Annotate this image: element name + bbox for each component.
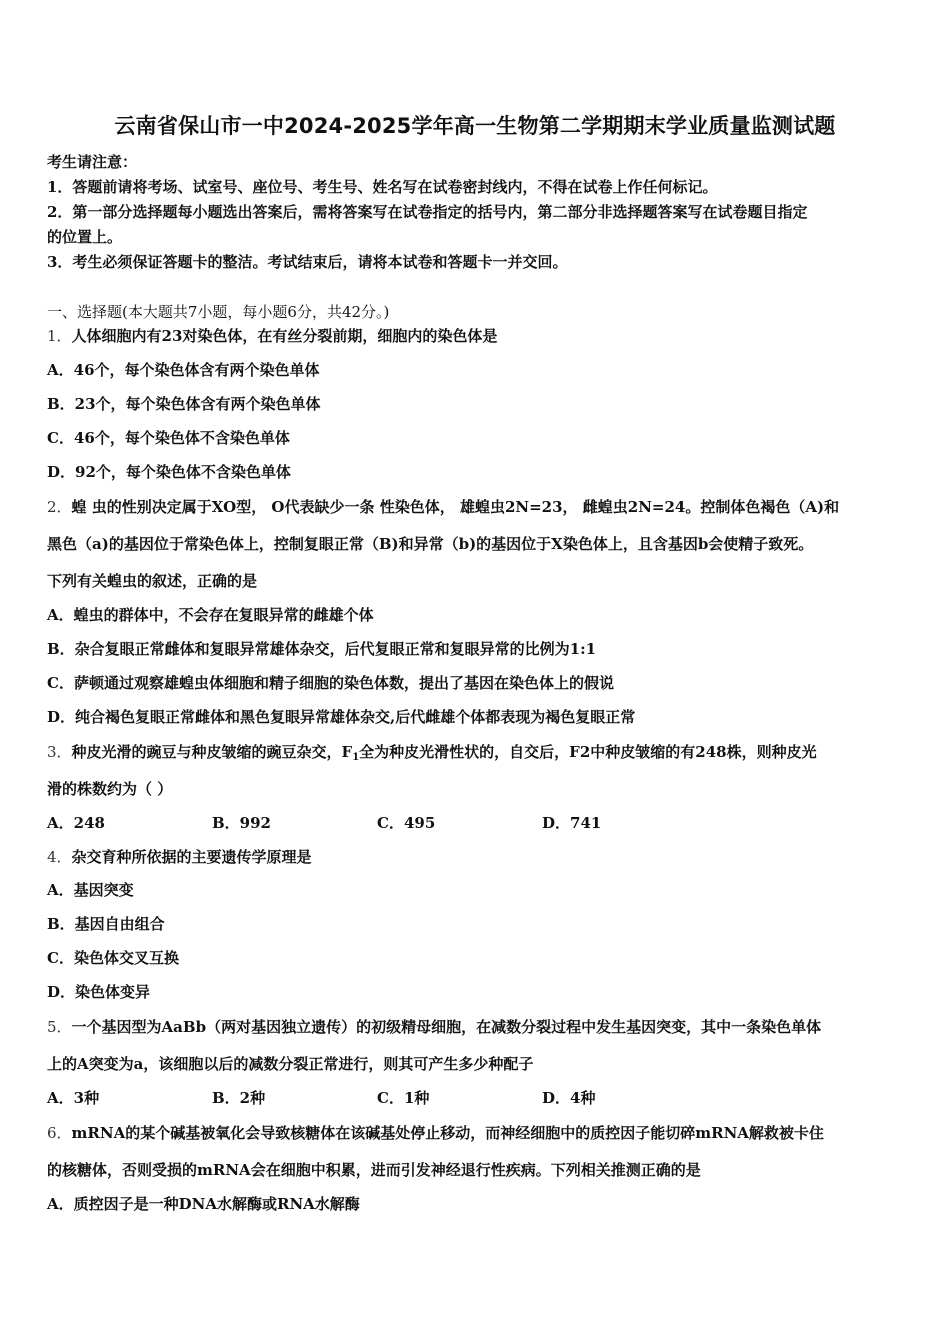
question-number: 6． <box>47 1124 72 1142</box>
notice-item-3: 3．考生必须保证答题卡的整洁。考试结束后，请将本试卷和答题卡一并交回。 <box>47 253 568 271</box>
page-title: 云南省保山市一中2024-2025学年高一生物第二学期期末学业质量监测试题 <box>114 114 836 138</box>
q5-option-a: A．3种 <box>47 1089 100 1107</box>
question-text-cont: 全为种皮光滑性状的，自交后，F2中种皮皱缩的有248株，则种皮光 <box>359 743 817 761</box>
q2-option-c: C．萨顿通过观察雄蝗虫体细胞和精子细胞的染色体数，提出了基因在染色体上的假说 <box>47 674 614 692</box>
q5-option-b: B．2种 <box>212 1089 266 1107</box>
q1-option-b: B．23个，每个染色体含有两个染色单体 <box>47 395 321 413</box>
question-number: 3． <box>47 743 72 761</box>
question-6-stem-line2: 的核糖体，否则受损的mRNA会在细胞中积累，进而引发神经退行性疾病。下列相关推测正确的是 <box>47 1161 701 1179</box>
question-2-stem <box>47 497 907 517</box>
q5-option-c: C．1种 <box>377 1089 430 1107</box>
q3-option-d: D．741 <box>542 814 602 832</box>
q4-option-c: C．染色体交叉互换 <box>47 949 179 967</box>
question-text: 杂交育种所依据的主要遗传学原理是 <box>71 848 312 866</box>
notice-heading: 考生请注意： <box>47 153 138 171</box>
notice-item-2: 2．第一部分选择题每小题选出答案后，需将答案写在试卷指定的括号内，第二部分非选择题答案写在试卷题目指定 <box>47 203 808 221</box>
question-5-stem <box>47 1017 907 1037</box>
question-2-stem-line2: 黑色（a)的基因位于常染色体上，控制复眼正常（B)和异常（b)的基因位于X染色体上，且含基因b会使精子致死。 <box>47 535 814 553</box>
question-4-stem <box>47 847 907 867</box>
question-2-stem-line3: 下列有关蝗虫的叙述，正确的是 <box>47 572 258 590</box>
question-3-stem <box>47 742 907 762</box>
q3-option-c: C．495 <box>377 814 436 832</box>
question-3-stem-line2: 滑的株数约为（ ） <box>47 780 173 798</box>
question-number: 4． <box>47 848 72 866</box>
question-number: 5． <box>47 1018 72 1036</box>
q4-option-d: D．染色体变异 <box>47 983 151 1001</box>
question-6-stem <box>47 1123 907 1143</box>
question-1-stem <box>47 326 907 346</box>
q1-option-c: C．46个，每个染色体不含染色单体 <box>47 429 290 447</box>
q6-option-a: A．质控因子是一种DNA水解酶或RNA水解酶 <box>47 1195 360 1213</box>
section-heading: 一、选择题(本大题共7小题，每小题6分，共42分。) <box>47 303 390 321</box>
q3-option-b: B．992 <box>212 814 271 832</box>
question-text: 一个基因型为AaBb（两对基因独立遗传）的初级精母细胞，在减数分裂过程中发生基因突变，其中一条染色单体 <box>71 1018 822 1036</box>
question-text: 蝗 虫的性别决定属于XO型， O代表缺少一条 性染色体， 雄蝗虫2N=23， 雌蝗虫2N=24。控制体色褐色（A)和 <box>71 498 840 516</box>
q1-option-d: D．92个，每个染色体不含染色单体 <box>47 463 291 481</box>
q4-option-b: B．基因自由组合 <box>47 915 165 933</box>
question-text: mRNA的某个碱基被氧化会导致核糖体在该碱基处停止移动，而神经细胞中的质控因子能切碎mRNA解救被卡住 <box>71 1124 824 1142</box>
q2-option-a: A．蝗虫的群体中，不会存在复眼异常的雌雄个体 <box>47 606 374 624</box>
q2-option-b: B．杂合复眼正常雌体和复眼异常雄体杂交，后代复眼正常和复眼异常的比例为1:1 <box>47 640 597 658</box>
q1-option-a: A．46个，每个染色体含有两个染色单体 <box>47 361 320 379</box>
question-text: 人体细胞内有23对染色体，在有丝分裂前期，细胞内的染色体是 <box>71 327 498 345</box>
subscript: 1 <box>352 752 360 763</box>
question-5-stem-line2: 上的A突变为a，该细胞以后的减数分裂正常进行，则其可产生多少种配子 <box>47 1055 534 1073</box>
notice-item-1: 1．答题前请将考场、试室号、座位号、考生号、姓名写在试卷密封线内，不得在试卷上作任何标记。 <box>47 178 718 196</box>
q2-option-d: D．纯合褐色复眼正常雌体和黑色复眼异常雄体杂交,后代雌雄个体都表现为褐色复眼正常 <box>47 708 636 726</box>
question-text: 种皮光滑的豌豆与种皮皱缩的豌豆杂交，F <box>71 743 353 761</box>
question-number: 1． <box>47 327 72 345</box>
q3-option-a: A．248 <box>47 814 105 832</box>
q5-option-d: D．4种 <box>542 1089 596 1107</box>
q4-option-a: A．基因突变 <box>47 881 134 899</box>
notice-item-2-cont: 的位置上。 <box>47 228 123 246</box>
question-number: 2． <box>47 498 72 516</box>
